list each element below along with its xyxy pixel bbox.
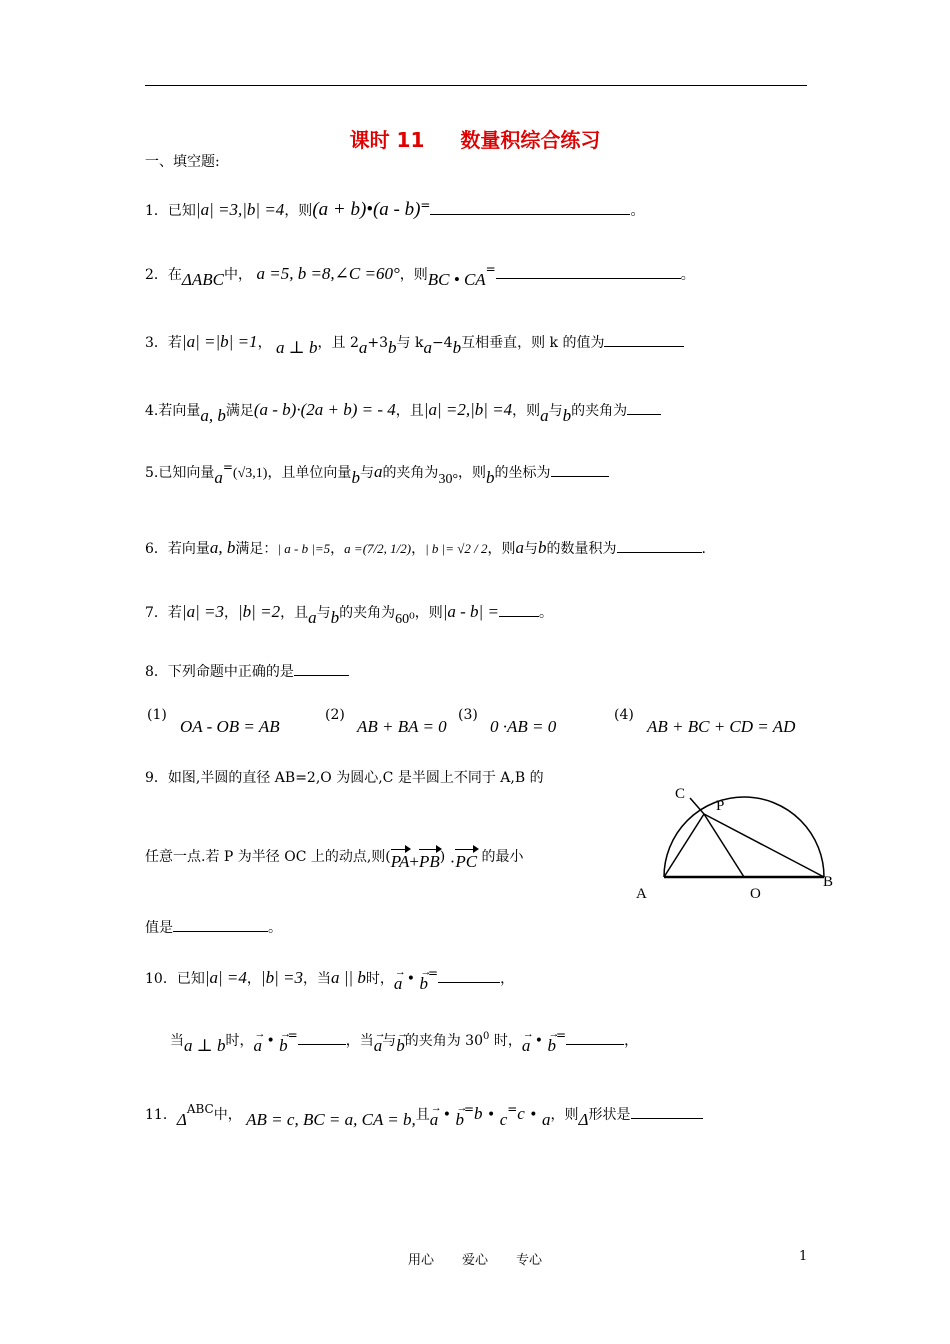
answer-blank bbox=[617, 552, 702, 553]
answer-blank bbox=[499, 616, 539, 617]
question-2: 2．在ΔABC中， a =5, b =8,∠C =60°，则BC • CA= 。 bbox=[145, 262, 695, 289]
answer-blank bbox=[496, 278, 681, 279]
question-11: 11．ΔABC中， AB = c, BC = a, CA = b,且→ a • → b=b • c=c • a，则Δ形状是 bbox=[145, 1104, 703, 1125]
question-10-line-2: 当a ⊥ b时，→ a • → b= ，当→ a与→ b的夹角为 $30^0$ 时，→ a • → b= ， bbox=[170, 1030, 638, 1053]
answer-blank bbox=[294, 675, 349, 676]
label-c: C bbox=[675, 786, 686, 802]
q8-option-2-expr: AB + BA = 0 bbox=[357, 717, 447, 736]
segment-pb bbox=[704, 814, 824, 877]
question-9-line-2: 任意一点.若 P 为半径 OC 上的动点,则(PA+PB) ·PC 的最小 bbox=[145, 849, 524, 871]
question-3: 3．若|a| =|b| =1， a ⊥ b，且 2a+3b与 ka−4b互相垂直，则 k 的值为 bbox=[145, 332, 684, 353]
question-7: 7．若|a| =3，|b| =2，且a与b的夹角为60⁰，则|a - b| = 。 bbox=[145, 602, 553, 627]
question-6: 6．若向量a, b满足：| a - b |=5，a =(7/2, 1/2)，| b |= √2 / 2，则a与b的数量积为 . bbox=[145, 538, 706, 557]
question-8: 8．下列命题中正确的是 bbox=[145, 662, 349, 682]
answer-blank bbox=[631, 1118, 703, 1119]
label-b: B bbox=[823, 874, 834, 890]
label-a: A bbox=[636, 886, 647, 902]
answer-blank bbox=[298, 1044, 346, 1045]
q8-option-2: (2) bbox=[325, 707, 345, 723]
section-heading: 一、填空题: bbox=[145, 154, 220, 170]
question-4: 4.若向量a, b满足(a - b)·(2a + b) = - 4，且|a| =2,|b| =4，则a与b的夹角为 bbox=[145, 400, 661, 421]
page-title: 课时 11 数量积综合练习 bbox=[349, 128, 601, 152]
q8-option-4: (4) bbox=[614, 707, 634, 723]
footer: 用心 爱心 专心 bbox=[407, 1253, 543, 1268]
answer-blank bbox=[438, 982, 500, 983]
page-number: 1 bbox=[799, 1249, 808, 1264]
label-p: P bbox=[716, 798, 725, 814]
answer-blank bbox=[430, 214, 630, 215]
q8-option-1-expr: OA - OB = AB bbox=[180, 717, 280, 736]
header-rule bbox=[145, 85, 807, 86]
q8-option-4-expr: AB + BC + CD = AD bbox=[647, 717, 796, 736]
answer-blank bbox=[627, 414, 661, 415]
answer-blank bbox=[551, 476, 609, 477]
label-o: O bbox=[750, 886, 761, 902]
question-9-line-1: 9．如图,半圆的直径 AB=2,O 为圆心,C 是半圆上不同于 A,B 的 bbox=[145, 770, 544, 786]
question-9-line-3: 值是 。 bbox=[145, 920, 282, 936]
q8-option-3: (3) bbox=[458, 707, 478, 723]
segment-po bbox=[704, 814, 744, 877]
answer-blank bbox=[566, 1044, 624, 1045]
question-1: 1．已知|a| =3,|b| =4，则(a + b)•(a - b)= 。 bbox=[145, 198, 645, 220]
question-5: 5.已知向量a=(√3,1)，且单位向量b与a的夹角为30°，则b的坐标为 bbox=[145, 462, 609, 484]
semicircle-figure bbox=[630, 770, 845, 910]
q8-option-1: (1) bbox=[147, 707, 167, 723]
answer-blank bbox=[173, 931, 268, 932]
question-10-line-1: 10．已知|a| =4，|b| =3，当a || b时，→ a • → b= ， bbox=[145, 968, 514, 989]
answer-blank bbox=[604, 346, 684, 347]
q8-option-3-expr: 0 ·AB = 0 bbox=[490, 717, 557, 736]
